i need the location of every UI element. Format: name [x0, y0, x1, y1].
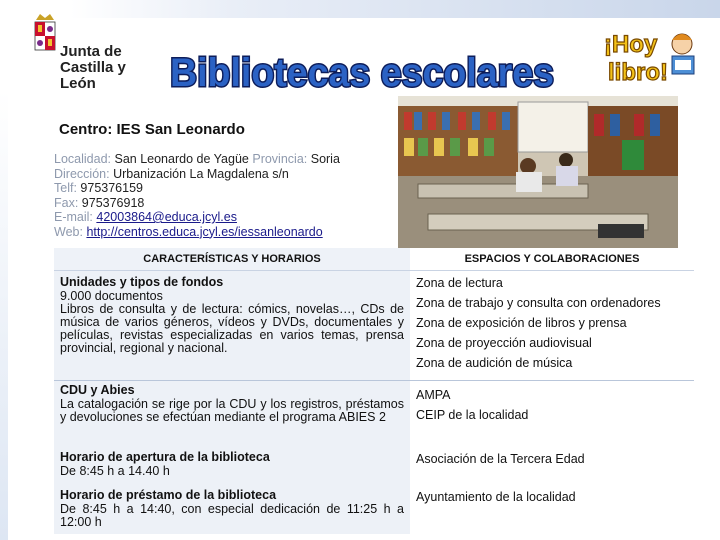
- provincia-value: Soria: [310, 152, 340, 166]
- info-line-web: [54, 225, 340, 240]
- hoy-libro-badge: [602, 26, 698, 88]
- row-text: De 8:45 h a 14:40, con especial dedicación de 11:25 h a 12:00 h: [60, 501, 404, 529]
- web-label: Web:: [54, 224, 83, 239]
- centro-title: Centro: IES San Leonardo: [59, 121, 245, 138]
- table-cell-right: [410, 381, 694, 449]
- table-row: [54, 487, 694, 535]
- list-item: Zona de exposición de libros y prensa: [416, 316, 627, 330]
- fax-label: Fax:: [54, 195, 79, 210]
- info-block: [54, 152, 340, 239]
- page-title-text: Bibliotecas escolares: [170, 51, 554, 95]
- telf-value: 975376159: [80, 181, 143, 195]
- email-label: E-mail:: [54, 210, 93, 224]
- table-header-left: CARACTERÍSTICAS Y HORARIOS: [54, 248, 410, 271]
- table-row: [54, 381, 694, 449]
- list-item: Zona de lectura: [416, 276, 503, 290]
- info-line-localidad: [54, 152, 340, 167]
- table-row: [54, 271, 694, 381]
- header-gradient-band: [70, 0, 720, 18]
- email-link[interactable]: 42003864@educa.jcyl.es: [96, 210, 237, 224]
- table-cell-right: [410, 449, 694, 487]
- table-cell-left: [54, 381, 410, 449]
- table-row: [54, 449, 694, 487]
- row-text-line: 9.000 documentos: [60, 289, 163, 303]
- list-item: CEIP de la localidad: [416, 408, 529, 422]
- row-title: CDU y Abies: [60, 383, 135, 397]
- library-photo: [398, 96, 678, 248]
- reading-child-icon: [672, 34, 694, 74]
- table-cell-right: [410, 271, 694, 381]
- provincia-label: Provincia:: [252, 152, 308, 166]
- org-name-line2: Castilla y León: [60, 59, 126, 92]
- direccion-label: Dirección:: [54, 166, 110, 181]
- row-text-line: Libros de consulta y de lectura: cómics, novelas…, CDs de música de varios géneros, vídeos y DVDs, documentales y películas, revistas especializadas en varios temas, prensa provincial, regional y nacional.: [60, 302, 404, 355]
- badge-line1: ¡Hoy: [604, 31, 658, 58]
- list-item: Zona de audición de música: [416, 356, 573, 370]
- info-line-email: [54, 210, 340, 225]
- table-cell-left: [54, 487, 410, 535]
- direccion-value: Urbanización La Magdalena s/n: [113, 166, 289, 181]
- row-title: Unidades y tipos de fondos: [60, 275, 224, 289]
- coat-of-arms-icon: [30, 12, 60, 74]
- badge-line2: libro!: [608, 59, 668, 86]
- junta-logo: [22, 10, 132, 92]
- table-header-right: ESPACIOS Y COLABORACIONES: [410, 248, 694, 271]
- info-line-direccion: [54, 167, 340, 182]
- table-cell-left: [54, 271, 410, 381]
- row-text: La catalogación se rige por la CDU y los registros, préstamos y devoluciones se efectúan mediante el programa ABIES 2: [60, 397, 404, 424]
- info-table: [54, 248, 694, 534]
- list-item: AMPA: [416, 388, 451, 402]
- table-cell-right: [410, 487, 694, 535]
- row-title: Horario de apertura de la biblioteca: [60, 449, 270, 464]
- info-line-fax: [54, 196, 340, 211]
- list-item: Asociación de la Tercera Edad: [416, 451, 585, 466]
- list-item: Ayuntamiento de la localidad: [416, 489, 576, 504]
- row-text: [60, 290, 404, 355]
- fax-value: 975376918: [81, 195, 145, 210]
- localidad-value: San Leonardo de Yagüe: [114, 152, 249, 166]
- telf-label: Telf:: [54, 181, 77, 195]
- row-title: Horario de préstamo de la biblioteca: [60, 487, 277, 502]
- list-item: Zona de trabajo y consulta con ordenadores: [416, 296, 661, 310]
- list-item: Zona de proyección audiovisual: [416, 336, 592, 350]
- localidad-label: Localidad:: [54, 152, 111, 166]
- table-cell-left: [54, 449, 410, 487]
- page-title: [168, 48, 558, 96]
- org-name-line1: Junta de: [60, 43, 122, 60]
- info-line-telf: [54, 181, 340, 196]
- row-text: De 8:45 h a 14.40 h: [60, 463, 170, 478]
- web-link[interactable]: http://centros.educa.jcyl.es/iessanleonardo: [86, 224, 323, 239]
- side-gradient-band: [0, 90, 8, 540]
